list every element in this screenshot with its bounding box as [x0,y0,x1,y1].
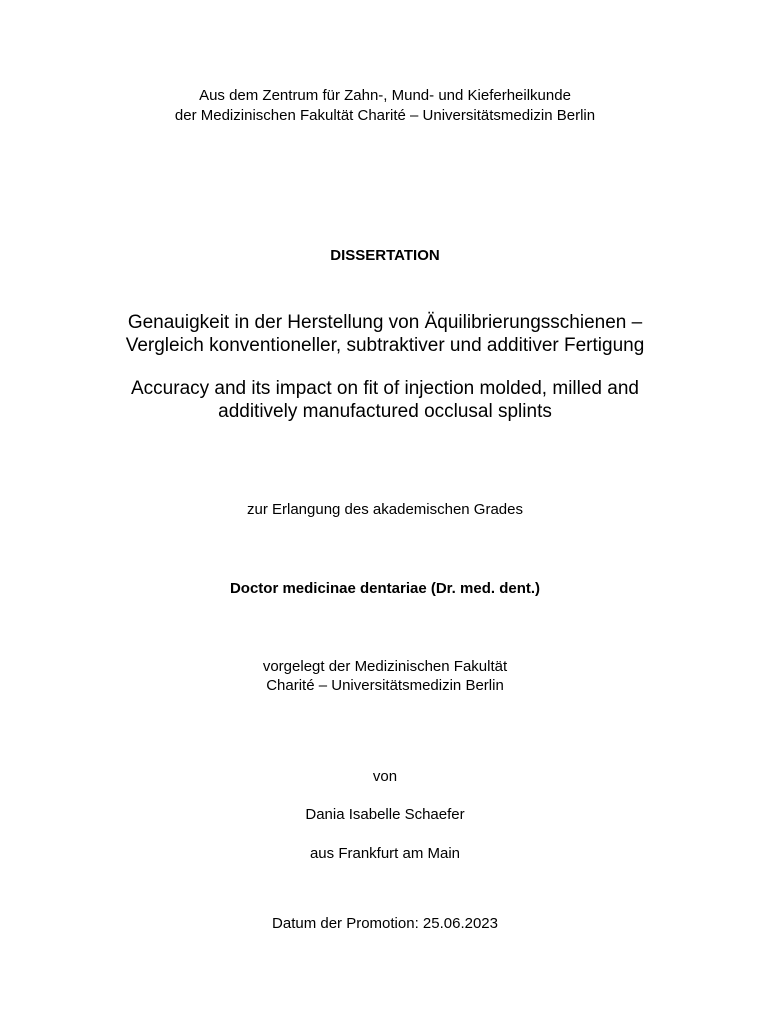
title-english-line-2: additively manufactured occlusal splints [218,401,552,422]
title-german-line-2: Vergleich konventioneller, subtraktiver und additiver Fertigung [125,335,645,356]
submission-line-1: vorgelegt der Medizinischen Fakultät [262,658,508,675]
institution-line-1: Aus dem Zentrum für Zahn-, Mund- und Kieferheilkunde [199,87,571,104]
degree-name: Doctor medicinae dentariae (Dr. med. dent.) [229,580,541,597]
document-type: DISSERTATION [330,247,440,264]
submission-line-2: Charité – Universitätsmedizin Berlin [266,677,504,694]
institution-line-2: der Medizinischen Fakultät Charité – Universitätsmedizin Berlin [174,107,596,124]
promotion-date: Datum der Promotion: 25.06.2023 [272,915,498,932]
author-origin: aus Frankfurt am Main [309,845,461,862]
author-name: Dania Isabelle Schaefer [305,806,465,823]
degree-purpose: zur Erlangung des akademischen Grades [247,501,523,518]
title-english-line-1: Accuracy and its impact on fit of injection molded, milled and [131,378,639,399]
by-label: von [372,768,398,785]
title-german-line-1: Genauigkeit in der Herstellung von Äquilibrierungsschienen – [127,312,643,333]
